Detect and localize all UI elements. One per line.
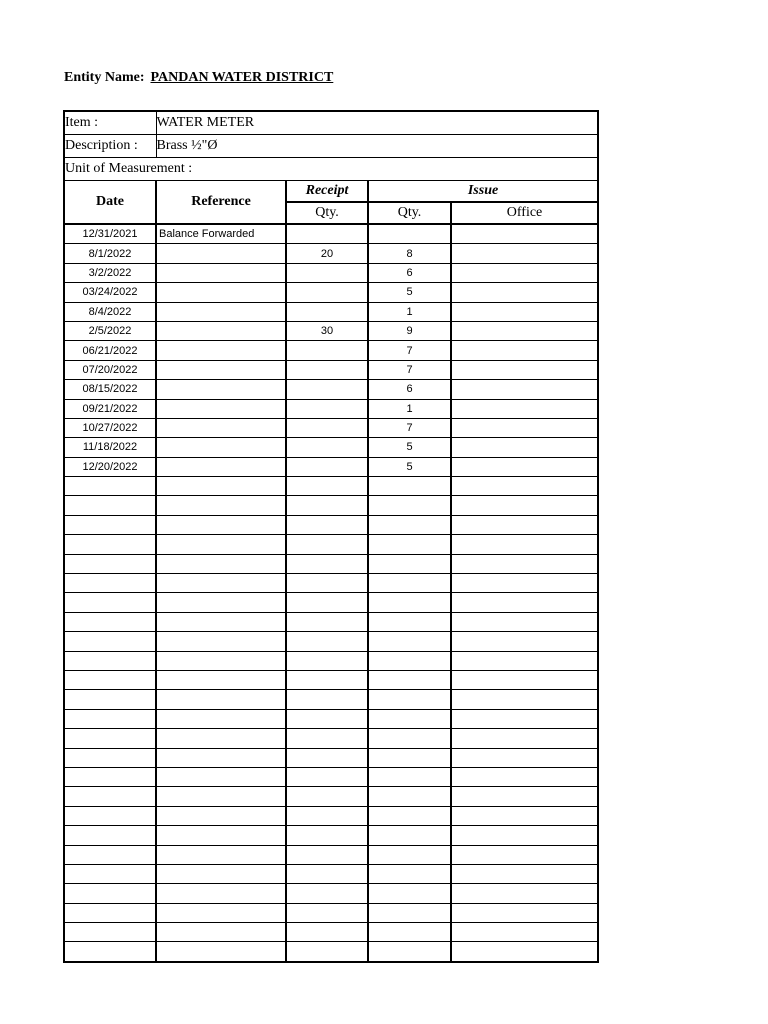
table-row — [64, 748, 598, 767]
table-row — [64, 884, 598, 903]
cell-date — [64, 515, 156, 534]
cell-reference — [156, 826, 286, 845]
cell-issue-qty — [368, 748, 451, 767]
description-row — [64, 135, 598, 158]
cell-issue-qty: 8 — [368, 244, 451, 263]
cell-date — [64, 787, 156, 806]
cell-date — [64, 690, 156, 709]
cell-reference — [156, 864, 286, 883]
cell-office — [451, 709, 598, 728]
header-receipt-qty: Qty. — [286, 202, 368, 224]
cell-office — [451, 283, 598, 302]
cell-receipt-qty — [286, 515, 368, 534]
cell-receipt-qty: 30 — [286, 321, 368, 340]
table-row — [64, 826, 598, 845]
cell-issue-qty — [368, 709, 451, 728]
table-row — [64, 903, 598, 922]
cell-reference — [156, 302, 286, 321]
cell-issue-qty: 1 — [368, 302, 451, 321]
cell-date: 03/24/2022 — [64, 283, 156, 302]
cell-office — [451, 767, 598, 786]
table-row — [64, 399, 598, 418]
cell-issue-qty — [368, 632, 451, 651]
cell-receipt-qty — [286, 709, 368, 728]
cell-receipt-qty — [286, 477, 368, 496]
cell-receipt-qty — [286, 399, 368, 418]
cell-reference — [156, 884, 286, 903]
cell-date — [64, 884, 156, 903]
cell-issue-qty — [368, 515, 451, 534]
cell-date: 8/1/2022 — [64, 244, 156, 263]
cell-office — [451, 477, 598, 496]
cell-office — [451, 593, 598, 612]
cell-receipt-qty — [286, 438, 368, 457]
table-row — [64, 554, 598, 573]
table-row — [64, 574, 598, 593]
cell-date: 12/31/2021 — [64, 224, 156, 244]
cell-receipt-qty — [286, 826, 368, 845]
cell-date — [64, 826, 156, 845]
cell-office — [451, 884, 598, 903]
unit-row — [64, 158, 598, 181]
cell-issue-qty: 6 — [368, 263, 451, 282]
cell-receipt-qty — [286, 496, 368, 515]
table-row — [64, 224, 598, 244]
cell-issue-qty — [368, 670, 451, 689]
cell-reference — [156, 787, 286, 806]
header-office: Office — [451, 202, 598, 224]
cell-issue-qty — [368, 477, 451, 496]
cell-date — [64, 651, 156, 670]
cell-date — [64, 923, 156, 942]
cell-office — [451, 670, 598, 689]
cell-receipt-qty — [286, 574, 368, 593]
table-row — [64, 418, 598, 437]
cell-reference — [156, 593, 286, 612]
cell-reference — [156, 767, 286, 786]
cell-receipt-qty — [286, 535, 368, 554]
cell-office — [451, 554, 598, 573]
entity-line — [64, 70, 333, 86]
entity-label: Entity Name: — [64, 70, 145, 85]
cell-date — [64, 709, 156, 728]
cell-office — [451, 787, 598, 806]
header-date: Date — [64, 181, 156, 225]
table-row — [64, 729, 598, 748]
cell-reference — [156, 399, 286, 418]
cell-receipt-qty — [286, 748, 368, 767]
table-row — [64, 263, 598, 282]
cell-date: 09/21/2022 — [64, 399, 156, 418]
cell-issue-qty — [368, 923, 451, 942]
cell-office — [451, 651, 598, 670]
cell-date: 8/4/2022 — [64, 302, 156, 321]
cell-receipt-qty — [286, 651, 368, 670]
cell-reference — [156, 690, 286, 709]
cell-office — [451, 729, 598, 748]
cell-date: 07/20/2022 — [64, 360, 156, 379]
cell-receipt-qty — [286, 224, 368, 244]
table-row — [64, 515, 598, 534]
cell-office — [451, 903, 598, 922]
table-row — [64, 457, 598, 476]
cell-reference — [156, 283, 286, 302]
cell-receipt-qty — [286, 302, 368, 321]
cell-issue-qty — [368, 574, 451, 593]
cell-reference — [156, 263, 286, 282]
cell-reference — [156, 321, 286, 340]
cell-receipt-qty — [286, 845, 368, 864]
cell-office — [451, 574, 598, 593]
table-row — [64, 632, 598, 651]
cell-office — [451, 864, 598, 883]
cell-date: 08/15/2022 — [64, 380, 156, 399]
cell-date: 2/5/2022 — [64, 321, 156, 340]
cell-issue-qty — [368, 729, 451, 748]
cell-issue-qty: 7 — [368, 341, 451, 360]
cell-issue-qty: 9 — [368, 321, 451, 340]
cell-issue-qty: 1 — [368, 399, 451, 418]
cell-date — [64, 535, 156, 554]
cell-office — [451, 224, 598, 244]
header-issue-qty: Qty. — [368, 202, 451, 224]
cell-reference — [156, 244, 286, 263]
cell-date — [64, 593, 156, 612]
cell-office — [451, 360, 598, 379]
cell-date — [64, 729, 156, 748]
cell-office — [451, 845, 598, 864]
item-row — [64, 111, 598, 135]
cell-receipt-qty — [286, 884, 368, 903]
stock-card-table — [63, 110, 599, 963]
cell-reference — [156, 612, 286, 631]
cell-reference — [156, 729, 286, 748]
cell-date — [64, 477, 156, 496]
cell-date — [64, 748, 156, 767]
cell-reference — [156, 748, 286, 767]
cell-office — [451, 263, 598, 282]
cell-receipt-qty — [286, 923, 368, 942]
cell-reference — [156, 496, 286, 515]
cell-date: 12/20/2022 — [64, 457, 156, 476]
cell-issue-qty — [368, 224, 451, 244]
header-issue: Issue — [368, 181, 598, 203]
cell-issue-qty — [368, 826, 451, 845]
cell-receipt-qty — [286, 670, 368, 689]
cell-date — [64, 574, 156, 593]
item-label: Item : — [64, 111, 156, 135]
cell-receipt-qty — [286, 903, 368, 922]
cell-reference — [156, 477, 286, 496]
table-row — [64, 593, 598, 612]
cell-issue-qty — [368, 845, 451, 864]
table-row — [64, 341, 598, 360]
cell-issue-qty — [368, 806, 451, 825]
cell-reference — [156, 845, 286, 864]
cell-issue-qty — [368, 593, 451, 612]
table-row — [64, 806, 598, 825]
cell-receipt-qty — [286, 593, 368, 612]
cell-issue-qty — [368, 554, 451, 573]
cell-date: 11/18/2022 — [64, 438, 156, 457]
cell-receipt-qty — [286, 612, 368, 631]
cell-office — [451, 302, 598, 321]
cell-office — [451, 806, 598, 825]
table-row — [64, 767, 598, 786]
cell-office — [451, 399, 598, 418]
cell-reference — [156, 515, 286, 534]
cell-issue-qty — [368, 612, 451, 631]
description-value: Brass ½"Ø — [156, 135, 598, 158]
cell-reference — [156, 632, 286, 651]
table-row — [64, 360, 598, 379]
cell-office — [451, 690, 598, 709]
cell-receipt-qty — [286, 864, 368, 883]
cell-date — [64, 864, 156, 883]
cell-office — [451, 632, 598, 651]
table-row — [64, 942, 598, 962]
table-row — [64, 787, 598, 806]
item-value: WATER METER — [156, 111, 598, 135]
cell-issue-qty — [368, 864, 451, 883]
table-row — [64, 651, 598, 670]
cell-receipt-qty — [286, 806, 368, 825]
cell-office — [451, 612, 598, 631]
table-row — [64, 321, 598, 340]
cell-receipt-qty — [286, 457, 368, 476]
cell-receipt-qty — [286, 632, 368, 651]
cell-issue-qty — [368, 690, 451, 709]
cell-receipt-qty — [286, 690, 368, 709]
cell-reference: Balance Forwarded — [156, 224, 286, 244]
table-row — [64, 438, 598, 457]
header-receipt: Receipt — [286, 181, 368, 203]
table-row — [64, 535, 598, 554]
cell-office — [451, 923, 598, 942]
cell-date — [64, 670, 156, 689]
cell-office — [451, 244, 598, 263]
cell-date — [64, 942, 156, 962]
table-row — [64, 380, 598, 399]
cell-reference — [156, 360, 286, 379]
cell-reference — [156, 903, 286, 922]
cell-receipt-qty — [286, 360, 368, 379]
cell-reference — [156, 806, 286, 825]
cell-issue-qty: 5 — [368, 457, 451, 476]
header-row-1 — [64, 181, 598, 203]
header-reference: Reference — [156, 181, 286, 225]
cell-office — [451, 457, 598, 476]
cell-reference — [156, 942, 286, 962]
cell-issue-qty: 5 — [368, 283, 451, 302]
cell-date — [64, 903, 156, 922]
cell-issue-qty — [368, 903, 451, 922]
cell-date — [64, 612, 156, 631]
cell-office — [451, 496, 598, 515]
cell-date: 3/2/2022 — [64, 263, 156, 282]
cell-reference — [156, 923, 286, 942]
unit-value — [286, 158, 598, 181]
table-row — [64, 612, 598, 631]
cell-receipt-qty — [286, 418, 368, 437]
cell-receipt-qty — [286, 787, 368, 806]
cell-receipt-qty — [286, 729, 368, 748]
cell-date: 10/27/2022 — [64, 418, 156, 437]
table-row — [64, 496, 598, 515]
cell-office — [451, 515, 598, 534]
cell-receipt-qty: 20 — [286, 244, 368, 263]
cell-date — [64, 632, 156, 651]
cell-issue-qty: 7 — [368, 418, 451, 437]
cell-issue-qty: 5 — [368, 438, 451, 457]
cell-date — [64, 845, 156, 864]
table-row — [64, 670, 598, 689]
cell-reference — [156, 341, 286, 360]
cell-reference — [156, 554, 286, 573]
table-row — [64, 283, 598, 302]
table-row — [64, 709, 598, 728]
cell-reference — [156, 670, 286, 689]
cell-issue-qty: 7 — [368, 360, 451, 379]
cell-office — [451, 341, 598, 360]
cell-office — [451, 942, 598, 962]
cell-office — [451, 418, 598, 437]
cell-office — [451, 438, 598, 457]
cell-issue-qty: 6 — [368, 380, 451, 399]
cell-receipt-qty — [286, 554, 368, 573]
cell-reference — [156, 380, 286, 399]
cell-date — [64, 767, 156, 786]
cell-issue-qty — [368, 496, 451, 515]
cell-reference — [156, 418, 286, 437]
cell-office — [451, 321, 598, 340]
entity-value: PANDAN WATER DISTRICT — [150, 70, 334, 85]
cell-reference — [156, 438, 286, 457]
table-row — [64, 477, 598, 496]
table-row — [64, 302, 598, 321]
cell-reference — [156, 574, 286, 593]
cell-reference — [156, 651, 286, 670]
cell-office — [451, 380, 598, 399]
cell-issue-qty — [368, 942, 451, 962]
cell-receipt-qty — [286, 283, 368, 302]
cell-date: 06/21/2022 — [64, 341, 156, 360]
cell-office — [451, 826, 598, 845]
cell-issue-qty — [368, 535, 451, 554]
cell-receipt-qty — [286, 942, 368, 962]
cell-reference — [156, 457, 286, 476]
cell-issue-qty — [368, 767, 451, 786]
unit-label: Unit of Measurement : — [64, 158, 286, 181]
cell-date — [64, 806, 156, 825]
table-row — [64, 845, 598, 864]
cell-office — [451, 748, 598, 767]
cell-issue-qty — [368, 787, 451, 806]
cell-date — [64, 554, 156, 573]
cell-issue-qty — [368, 651, 451, 670]
cell-receipt-qty — [286, 767, 368, 786]
table-row — [64, 864, 598, 883]
cell-issue-qty — [368, 884, 451, 903]
table-row — [64, 690, 598, 709]
cell-receipt-qty — [286, 341, 368, 360]
cell-date — [64, 496, 156, 515]
cell-receipt-qty — [286, 263, 368, 282]
cell-reference — [156, 535, 286, 554]
cell-reference — [156, 709, 286, 728]
cell-office — [451, 535, 598, 554]
table-row — [64, 244, 598, 263]
table-row — [64, 923, 598, 942]
description-label: Description : — [64, 135, 156, 158]
cell-receipt-qty — [286, 380, 368, 399]
